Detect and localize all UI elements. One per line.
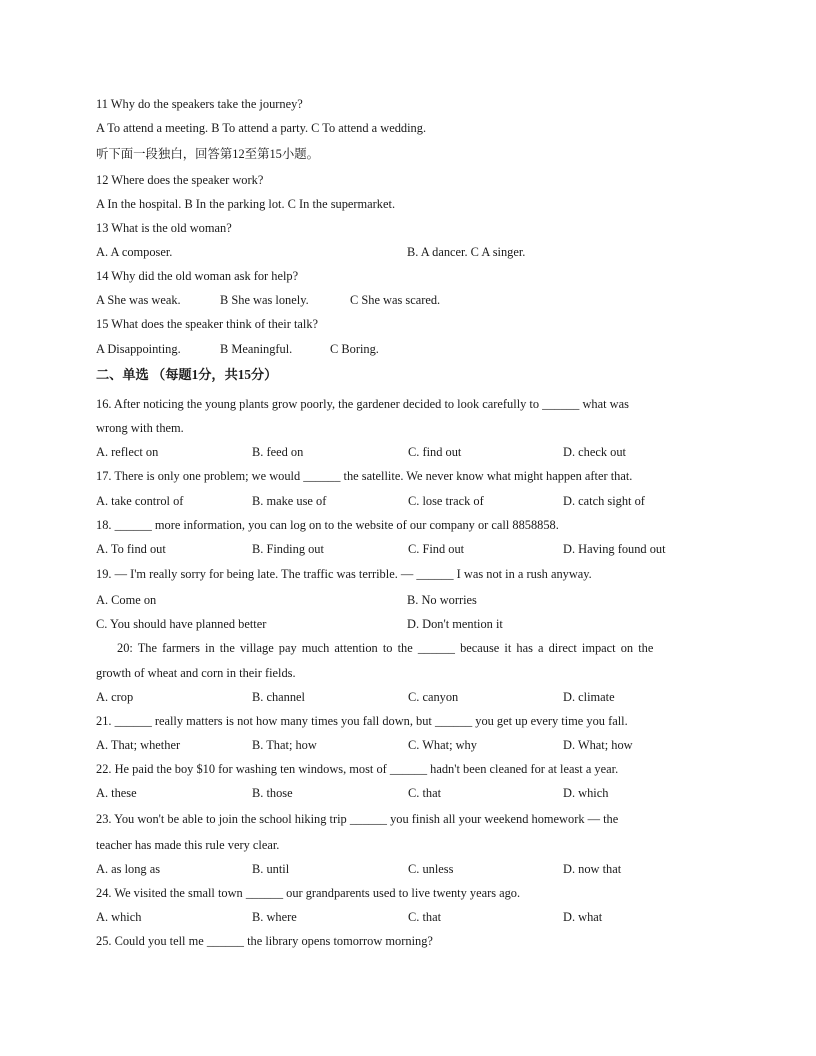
question-16-cont: wrong with them. [96, 421, 184, 435]
question-14-option-b: B She was lonely. [220, 293, 309, 307]
question-15: 15 What does the speaker think of their talk? [96, 317, 319, 331]
q19-option-d: D. Don't mention it [407, 617, 503, 631]
q23-option-d: D. now that [563, 862, 622, 876]
question-14-option-a: A She was weak. [96, 293, 181, 307]
q17-option-a: A. take control of [96, 494, 184, 508]
q24-option-b: B. where [252, 910, 297, 924]
q20-option-d: D. climate [563, 690, 615, 704]
question-23-cont: teacher has made this rule very clear. [96, 838, 280, 852]
question-12: 12 Where does the speaker work? [96, 173, 264, 187]
question-21: 21. ______ really matters is not how many times you fall down, but ______ you get up every time you fall. [96, 714, 628, 728]
listening-instruction: 听下面一段独白，回答第12至第15小题。 [96, 147, 320, 161]
q18-option-d: D. Having found out [563, 542, 666, 556]
q24-option-d: D. what [563, 910, 603, 924]
q20-option-a: A. crop [96, 690, 134, 704]
question-25: 25. Could you tell me ______ the library opens tomorrow morning? [96, 934, 433, 948]
question-13: 13 What is the old woman? [96, 221, 232, 235]
q20-option-c: C. canyon [408, 690, 459, 704]
question-24: 24. We visited the small town ______ our grandparents used to live twenty years ago. [96, 886, 521, 900]
q19-option-c: C. You should have planned better [96, 617, 267, 631]
q24-option-c: C. that [408, 910, 442, 924]
q22-option-d: D. which [563, 786, 609, 800]
question-14-option-c: C She was scared. [350, 293, 441, 307]
q16-option-c: C. find out [408, 445, 462, 459]
q22-option-c: C. that [408, 786, 442, 800]
q20-option-b: B. channel [252, 690, 305, 704]
question-20-cont: growth of wheat and corn in their fields. [96, 666, 296, 680]
q22-option-a: A. these [96, 786, 137, 800]
question-20: 20: The farmers in the village pay much attention to the ______ because it has a direct impact on the [117, 641, 654, 655]
q23-option-b: B. until [252, 862, 290, 876]
q16-option-b: B. feed on [252, 445, 304, 459]
question-13-option-a: A. A composer. [96, 245, 173, 259]
q19-option-b: B. No worries [407, 593, 477, 607]
section-title: 二、单选 （每题1分，共15分） [96, 367, 278, 382]
q16-option-d: D. check out [563, 445, 626, 459]
question-23: 23. You won't be able to join the school hiking trip ______ you finish all your weekend homework — the [96, 812, 619, 826]
q21-option-b: B. That; how [252, 738, 317, 752]
q21-option-a: A. That; whether [96, 738, 181, 752]
q21-option-c: C. What; why [408, 738, 477, 752]
q22-option-b: B. those [252, 786, 293, 800]
q23-option-a: A. as long as [96, 862, 161, 876]
question-15-option-b: B Meaningful. [220, 342, 293, 356]
q16-option-a: A. reflect on [96, 445, 159, 459]
q19-option-a: A. Come on [96, 593, 157, 607]
question-16: 16. After noticing the young plants grow poorly, the gardener decided to look carefully to ______ what was [96, 397, 629, 411]
question-13-option-bc: B. A dancer. C A singer. [407, 245, 526, 259]
q17-option-b: B. make use of [252, 494, 327, 508]
q17-option-d: D. catch sight of [563, 494, 645, 508]
question-15-option-c: C Boring. [330, 342, 379, 356]
q24-option-a: A. which [96, 910, 142, 924]
question-12-options: A In the hospital. B In the parking lot. C In the supermarket. [96, 197, 396, 211]
question-17: 17. There is only one problem; we would ______ the satellite. We never know what might happen after that. [96, 469, 633, 483]
q21-option-d: D. What; how [563, 738, 633, 752]
question-11-options: A To attend a meeting. B To attend a party. C To attend a wedding. [96, 121, 427, 135]
q18-option-b: B. Finding out [252, 542, 324, 556]
question-11: 11 Why do the speakers take the journey? [96, 97, 303, 111]
question-22: 22. He paid the boy $10 for washing ten windows, most of ______ hadn't been cleaned for at least a year. [96, 762, 619, 776]
question-14: 14 Why did the old woman ask for help? [96, 269, 299, 283]
question-19: 19. — I'm really sorry for being late. The traffic was terrible. — ______ I was not in a rush anyway. [96, 567, 592, 581]
q18-option-a: A. To find out [96, 542, 166, 556]
q17-option-c: C. lose track of [408, 494, 484, 508]
q18-option-c: C. Find out [408, 542, 465, 556]
q23-option-c: C. unless [408, 862, 454, 876]
question-18: 18. ______ more information, you can log on to the website of our company or call 8858858. [96, 518, 559, 532]
question-15-option-a: A Disappointing. [96, 342, 181, 356]
